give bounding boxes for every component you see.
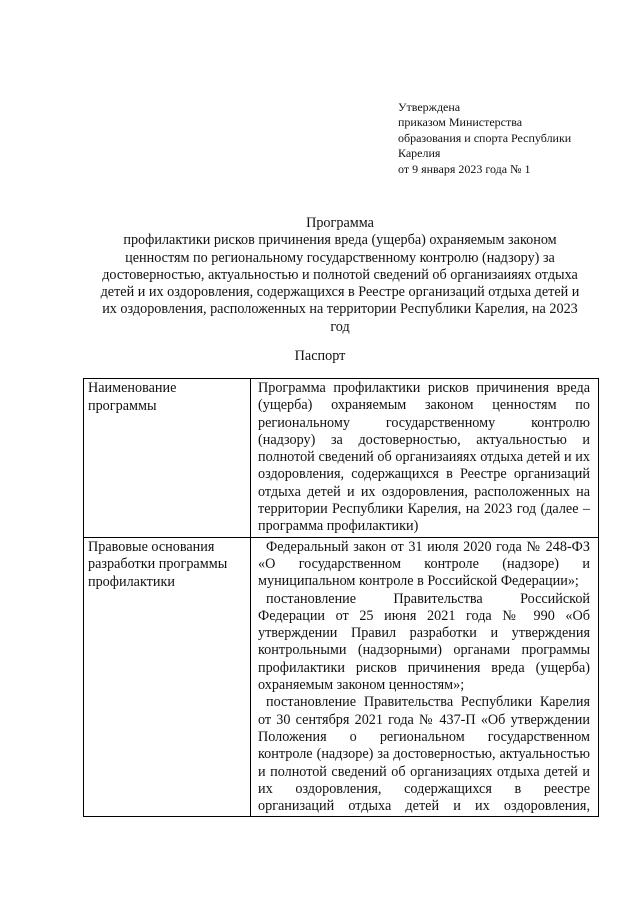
approval-line: от 9 января 2023 года № 1 (398, 161, 531, 176)
label-line: разработки программы (88, 556, 228, 573)
content-line: оздоровления, содержащихся в Реестре организаций (258, 466, 590, 483)
row-label (84, 379, 251, 538)
content-line: контрольными (надзорными) органами программы (258, 642, 590, 659)
content-line: «О государственном контроле (надзоре) и (258, 555, 590, 572)
content-line: организаций отдыха детей и их оздоровления, (258, 798, 590, 815)
row-content (251, 379, 599, 538)
content-line: их оздоровления, содержащихся в реестре (258, 780, 590, 797)
content-line: муниципальном контроле в Российской Федерации»; (258, 573, 579, 590)
content-line: профилактики рисков причинения вреда (ущерба) (258, 659, 590, 676)
passport-heading: Паспорт (294, 348, 346, 364)
content-line: отдыха детей и их оздоровления, расположенных на (258, 483, 590, 500)
content-line: и полнотой сведений об организациях отдыха детей и (258, 763, 590, 780)
program-heading: Программа (306, 215, 374, 231)
table-row (84, 379, 599, 538)
content-line: Программа профилактики рисков причинения вреда (258, 380, 590, 396)
passport-table (83, 378, 599, 817)
label-line: Правовые основания (88, 538, 215, 555)
content-line: утверждении Правил разработки и утверждения (258, 625, 590, 642)
content-line: (ущерба) охраняемым законом ценностям по (258, 397, 590, 414)
approval-stamp (398, 100, 628, 177)
content-line: (надзору) за достоверностью, актуальностью и (258, 431, 590, 448)
label-line: программы (88, 397, 157, 414)
content-line: постановление Правительства Российской (266, 590, 590, 607)
program-subtitle-line: год (330, 318, 350, 335)
content-line: от 30 сентября 2021 года № 437-П «Об утверждении (258, 711, 590, 728)
content-line: охраняемым законом ценностям»; (258, 677, 465, 694)
content-line: региональному государственному контролю (258, 414, 590, 431)
row-content (251, 537, 599, 817)
content-line: Федеральный закон от 31 июля 2020 года № 248-ФЗ (266, 538, 590, 555)
content-line: контроле (надзоре) за достоверностью, актуальностью (258, 746, 590, 763)
content-line: Федерации от 25 июня 2021 года № 990 «Об (258, 607, 590, 624)
program-subtitle-line: детей и их оздоровления, содержащихся в Реестре организаций отдыха детей и (100, 284, 580, 301)
approval-line: Утверждена (398, 100, 461, 114)
content-line: программа профилактики) (258, 518, 419, 535)
content-line: полнотой сведений об организаияях отдыха детей и их (258, 449, 590, 466)
program-subtitle-line: их оздоровления, расположенных на территории Республики Карелия, на 2023 (102, 301, 578, 318)
approval-line: приказом Министерства (398, 115, 523, 130)
row-label (84, 537, 251, 817)
table-row (84, 537, 599, 817)
program-subtitle-line: ценностям по региональному государственному контролю (надзору) за (125, 249, 555, 266)
approval-line: Карелия (398, 146, 441, 161)
content-line: постановление Правительства Республики Карелия (266, 694, 590, 711)
content-line: территории Республики Карелия, на 2023 год (далее – (258, 501, 590, 518)
label-line: Наименование (88, 380, 177, 396)
label-line: профилактики (88, 573, 175, 590)
approval-line: образования и спорта Республики (398, 130, 572, 145)
content-line: Положения о региональном государственном (258, 728, 590, 745)
program-subtitle-line: профилактики рисков причинения вреда (ущерба) охраняемым законом (123, 232, 557, 249)
program-subtitle-line: достоверностью, актуальностью и полнотой сведений об организаияях отдыха (102, 266, 578, 283)
program-title (70, 215, 610, 336)
